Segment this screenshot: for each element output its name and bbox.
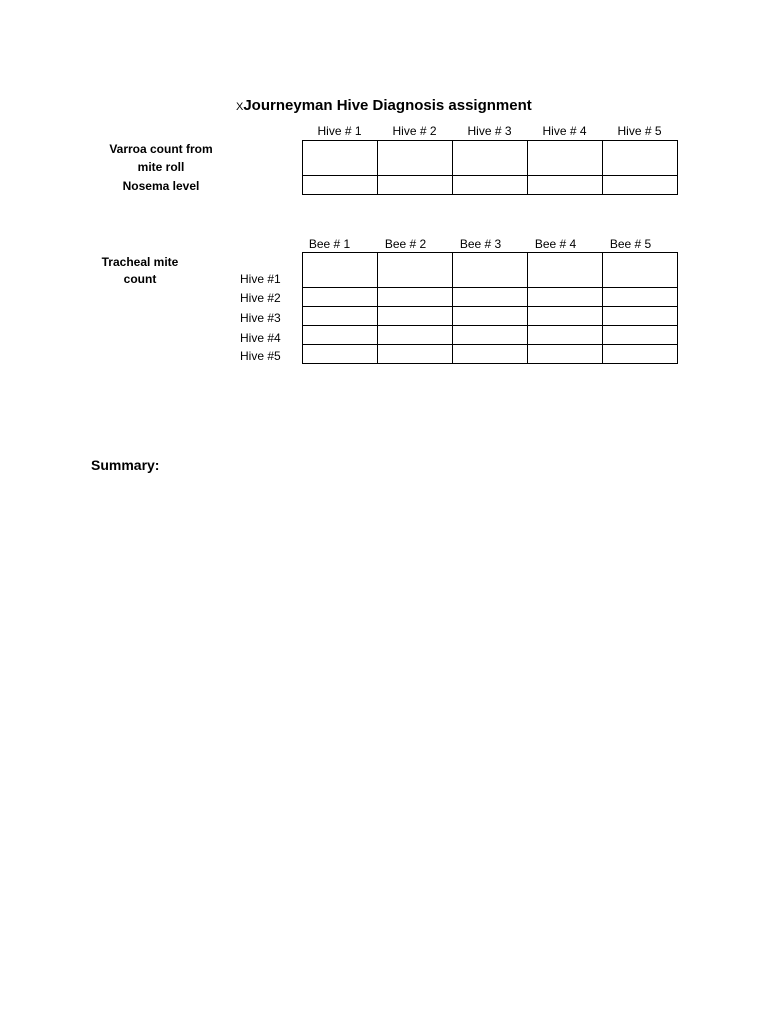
tracheal-cell[interactable] <box>453 307 528 326</box>
nosema-cell-hive-1[interactable] <box>303 176 378 195</box>
varroa-cell-hive-1[interactable] <box>303 141 378 176</box>
page-title <box>236 97 532 114</box>
tracheal-row-label-hive-3: Hive #3 <box>240 311 281 325</box>
nosema-row-label: Nosema level <box>122 179 200 193</box>
nosema-cell-hive-4[interactable] <box>528 176 603 195</box>
nosema-cell-hive-2[interactable] <box>378 176 453 195</box>
tracheal-cell[interactable] <box>528 307 603 326</box>
tracheal-cell[interactable] <box>603 345 678 364</box>
tracheal-mite-table <box>302 252 678 364</box>
varroa-cell-hive-5[interactable] <box>603 141 678 176</box>
tracheal-mite-label <box>85 254 195 288</box>
bee-column-header-4: Bee # 4 <box>534 237 577 251</box>
tracheal-row-hive-2 <box>303 288 678 307</box>
varroa-label-line2: mite roll <box>137 160 185 174</box>
tracheal-cell[interactable] <box>453 253 528 288</box>
nosema-cell-hive-5[interactable] <box>603 176 678 195</box>
summary-heading: Summary: <box>91 457 160 473</box>
tracheal-cell[interactable] <box>378 307 453 326</box>
varroa-row-label <box>96 140 226 176</box>
varroa-cell-hive-4[interactable] <box>528 141 603 176</box>
tracheal-row-hive-3 <box>303 307 678 326</box>
tracheal-cell[interactable] <box>378 288 453 307</box>
tracheal-cell[interactable] <box>603 307 678 326</box>
hive-column-header-2: Hive # 2 <box>392 124 437 138</box>
tracheal-cell[interactable] <box>303 288 378 307</box>
tracheal-row-label-hive-1: Hive #1 <box>240 272 281 286</box>
tracheal-cell[interactable] <box>303 345 378 364</box>
varroa-label-line1: Varroa count from <box>109 142 213 156</box>
title-prefix: X <box>236 101 244 113</box>
bee-column-header-1: Bee # 1 <box>308 237 351 251</box>
tracheal-cell[interactable] <box>378 253 453 288</box>
tracheal-cell[interactable] <box>303 326 378 345</box>
hive-column-header-1: Hive # 1 <box>317 124 362 138</box>
bee-column-header-5: Bee # 5 <box>609 237 652 251</box>
bee-column-header-3: Bee # 3 <box>459 237 502 251</box>
tracheal-cell[interactable] <box>378 345 453 364</box>
hive-diagnosis-table <box>302 140 678 195</box>
hive-column-header-4: Hive # 4 <box>542 124 587 138</box>
tracheal-row-label-hive-2: Hive #2 <box>240 291 281 305</box>
tracheal-cell[interactable] <box>528 345 603 364</box>
hive-column-header-5: Hive # 5 <box>617 124 662 138</box>
tracheal-cell[interactable] <box>603 253 678 288</box>
varroa-cell-hive-2[interactable] <box>378 141 453 176</box>
nosema-row <box>303 176 678 195</box>
tracheal-cell[interactable] <box>528 288 603 307</box>
varroa-row <box>303 141 678 176</box>
tracheal-label-line1: Tracheal mite <box>101 255 179 269</box>
tracheal-row-hive-1 <box>303 253 678 288</box>
bee-column-header-2: Bee # 2 <box>384 237 427 251</box>
tracheal-cell[interactable] <box>528 253 603 288</box>
hive-column-header-3: Hive # 3 <box>467 124 512 138</box>
tracheal-row-label-hive-4: Hive #4 <box>240 331 281 345</box>
nosema-cell-hive-3[interactable] <box>453 176 528 195</box>
tracheal-cell[interactable] <box>603 288 678 307</box>
tracheal-cell[interactable] <box>453 288 528 307</box>
tracheal-row-hive-4 <box>303 326 678 345</box>
tracheal-cell[interactable] <box>303 253 378 288</box>
tracheal-cell[interactable] <box>378 326 453 345</box>
tracheal-row-label-hive-5: Hive #5 <box>240 349 281 363</box>
tracheal-label-line2: count <box>123 272 157 286</box>
tracheal-cell[interactable] <box>453 326 528 345</box>
title-text: Journeyman Hive Diagnosis assignment <box>243 97 532 114</box>
tracheal-cell[interactable] <box>303 307 378 326</box>
varroa-cell-hive-3[interactable] <box>453 141 528 176</box>
tracheal-cell[interactable] <box>528 326 603 345</box>
tracheal-cell[interactable] <box>603 326 678 345</box>
tracheal-cell[interactable] <box>453 345 528 364</box>
tracheal-row-hive-5 <box>303 345 678 364</box>
